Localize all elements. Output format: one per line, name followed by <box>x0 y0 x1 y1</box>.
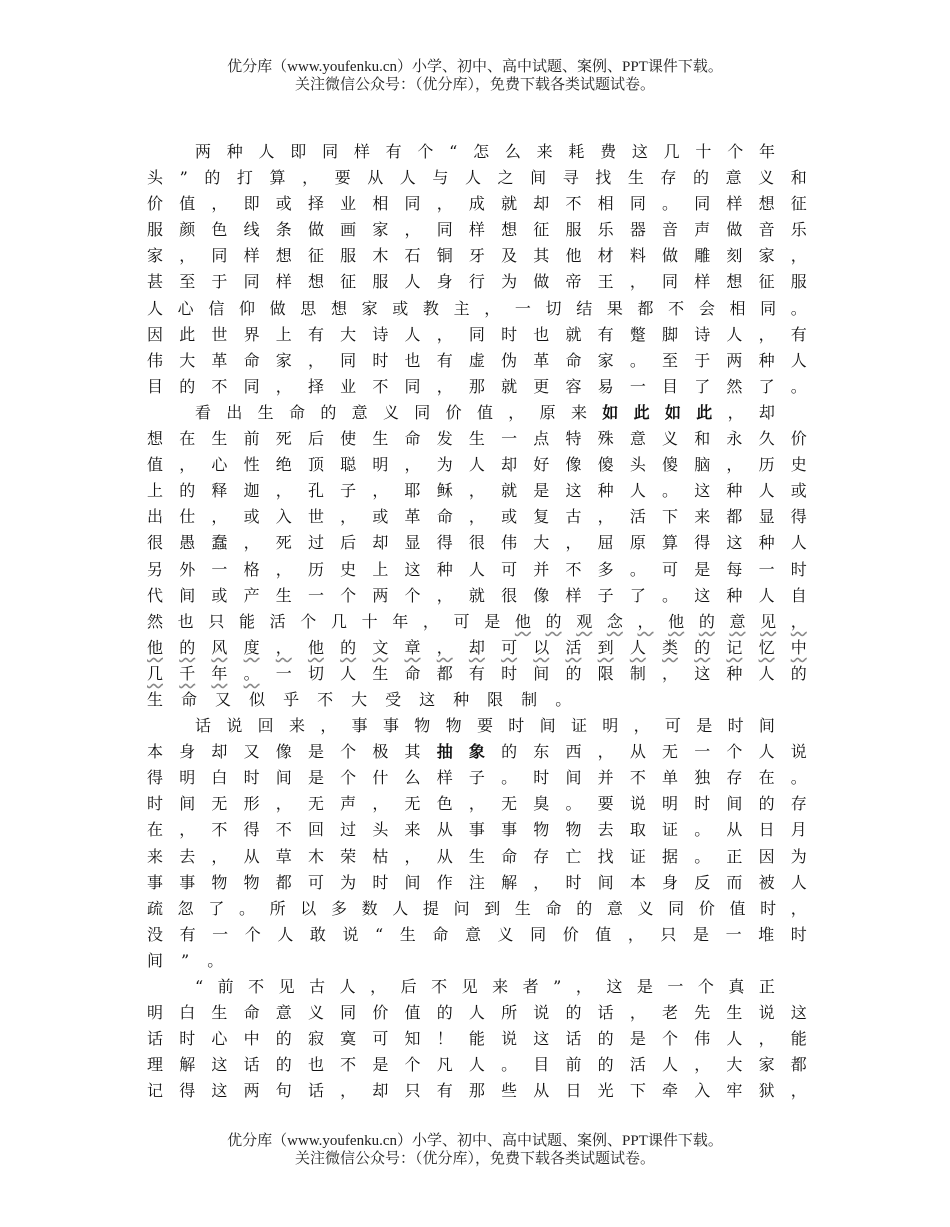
text-line: 几 千 年 。 一 切 人 生 命 都 有 时 间 的 限 制 ， 这 种 人 的 <box>147 663 807 683</box>
text-line: 代 间 或 产 生 一 个 两 个 ， 就 很 像 样 子 了 。 这 种 人 自 <box>147 585 807 605</box>
text-line: 上 的 释 迦 ， 孔 子 ， 耶 稣 ， 就 是 这 种 人 。 这 种 人 或 <box>147 481 807 501</box>
text-line: 话 说 回 来 ， 事 事 物 物 要 时 间 证 明 ， 可 是 时 间 <box>195 716 775 736</box>
text-line: 因 此 世 界 上 有 大 诗 人 ， 同 时 也 就 有 蹩 脚 诗 人 ， 有 <box>147 324 807 344</box>
text-line: 时 间 无 形 ， 无 声 ， 无 色 ， 无 臭 。 要 说 明 时 间 的 存 <box>147 794 807 814</box>
text-line: 本 身 却 又 像 是 个 极 其 抽 象 的 东 西 ， 从 无 一 个 人 说 <box>147 742 807 762</box>
text-line: 明 白 生 命 意 义 同 价 值 的 人 所 说 的 话 ， 老 先 生 说 这 <box>147 1003 807 1023</box>
text-line: 服 颜 色 线 条 做 画 家 ， 同 样 想 征 服 乐 器 音 声 做 音 乐 <box>147 220 807 240</box>
page-footer <box>0 1132 950 1168</box>
text-line: 话 时 心 中 的 寂 寞 可 知 ！ 能 说 这 话 的 是 个 伟 人 ， 能 <box>147 1029 807 1049</box>
page-header <box>0 58 950 94</box>
text-line: 另 外 一 格 ， 历 史 上 这 种 人 可 并 不 多 。 可 是 每 一 时 <box>147 559 807 579</box>
text-line: 出 仕 ， 或 入 世 ， 或 革 命 ， 或 复 古 ， 活 下 来 都 显 得 <box>147 507 807 527</box>
text-line: 两 种 人 即 同 样 有 个 “ 怎 么 来 耗 费 这 几 十 个 年 <box>195 142 775 161</box>
text-line: 他 的 风 度 ， 他 的 文 章 ， 却 可 以 活 到 人 类 的 记 忆 中 <box>147 637 807 657</box>
text-line: 人 心 信 仰 做 思 想 家 或 教 主 ， 一 切 结 果 都 不 会 相 同 。 <box>147 298 807 318</box>
text-line: 然 也 只 能 活 个 几 十 年 ， 可 是 他 的 观 念 ， 他 的 意 见 ， <box>147 611 807 631</box>
text-line: 目 的 不 同 ， 择 业 不 同 ， 那 就 更 容 易 一 目 了 然 了 。 <box>147 376 807 396</box>
text-line: 价 值 ， 即 或 择 业 相 同 ， 成 就 却 不 相 同 。 同 样 想 征 <box>147 194 807 214</box>
text-line: 在 ， 不 得 不 回 过 头 来 从 事 事 物 物 去 取 证 。 从 日 月 <box>147 820 807 840</box>
text-line: 很 愚 蠢 ， 死 过 后 却 显 得 很 伟 大 ， 屈 原 算 得 这 种 人 <box>147 533 807 553</box>
text-line: 甚 至 于 同 样 想 征 服 人 身 行 为 做 帝 王 ， 同 样 想 征 服 <box>147 272 807 292</box>
text-line: 头 ” 的 打 算 ， 要 从 人 与 人 之 间 寻 找 生 存 的 意 义 和 <box>147 168 807 188</box>
text-line: 疏 忽 了 。 所 以 多 数 人 提 问 到 生 命 的 意 义 同 价 值 时 ， <box>147 898 807 918</box>
text-line: 家 ， 同 样 想 征 服 木 石 铜 牙 及 其 他 材 料 做 雕 刻 家 ， <box>147 246 807 266</box>
header-line-1: 优分库（www.youfenku.cn）小学、初中、高中试题、案例、PPT课件下载。 <box>227 59 723 75</box>
text-line: 值 ， 心 性 绝 顶 聪 明 ， 为 人 却 好 像 傻 头 傻 脑 ， 历 史 <box>147 455 807 475</box>
text-line: 生 命 又 似 乎 不 大 受 这 种 限 制 。 <box>147 689 572 709</box>
footer-line-2: 关注微信公众号：（优分库），免费下载各类试题试卷。 <box>294 1151 655 1167</box>
text-line: 记 得 这 两 句 话 ， 却 只 有 那 些 从 日 光 下 牵 入 牢 狱 ， <box>147 1081 807 1101</box>
text-line: “ 前 不 见 古 人 ， 后 不 见 来 者 ” ， 这 是 一 个 真 正 <box>195 977 775 996</box>
text-line: 理 解 这 话 的 也 不 是 个 凡 人 。 目 前 的 活 人 ， 大 家 都 <box>147 1055 807 1075</box>
header-line-2: 关注微信公众号：（优分库），免费下载各类试题试卷。 <box>294 77 655 93</box>
text-line: 伟 大 革 命 家 ， 同 时 也 有 虚 伪 革 命 家 。 至 于 两 种 人 <box>147 350 807 370</box>
text-line: 想 在 生 前 死 后 使 生 命 发 生 一 点 特 殊 意 义 和 永 久 价 <box>147 429 807 449</box>
article-body <box>147 139 807 1104</box>
text-line: 事 事 物 物 都 可 为 时 间 作 注 解 ， 时 间 本 身 反 而 被 人 <box>147 872 807 892</box>
text-line: 看 出 生 命 的 意 义 同 价 值 ， 原 来 如 此 如 此 ， 却 <box>195 402 775 422</box>
text-line: 得 明 白 时 间 是 个 什 么 样 子 。 时 间 并 不 单 独 存 在 。 <box>147 768 807 788</box>
footer-line-1: 优分库（www.youfenku.cn）小学、初中、高中试题、案例、PPT课件下载。 <box>227 1133 723 1149</box>
text-line: 来 去 ， 从 草 木 荣 枯 ， 从 生 命 存 亡 找 证 据 。 正 因 为 <box>147 846 807 866</box>
text-line: 没 有 一 个 人 敢 说 “ 生 命 意 义 同 价 值 ， 只 是 一 堆 时 <box>147 924 807 944</box>
text-line: 间 ” 。 <box>147 950 224 970</box>
